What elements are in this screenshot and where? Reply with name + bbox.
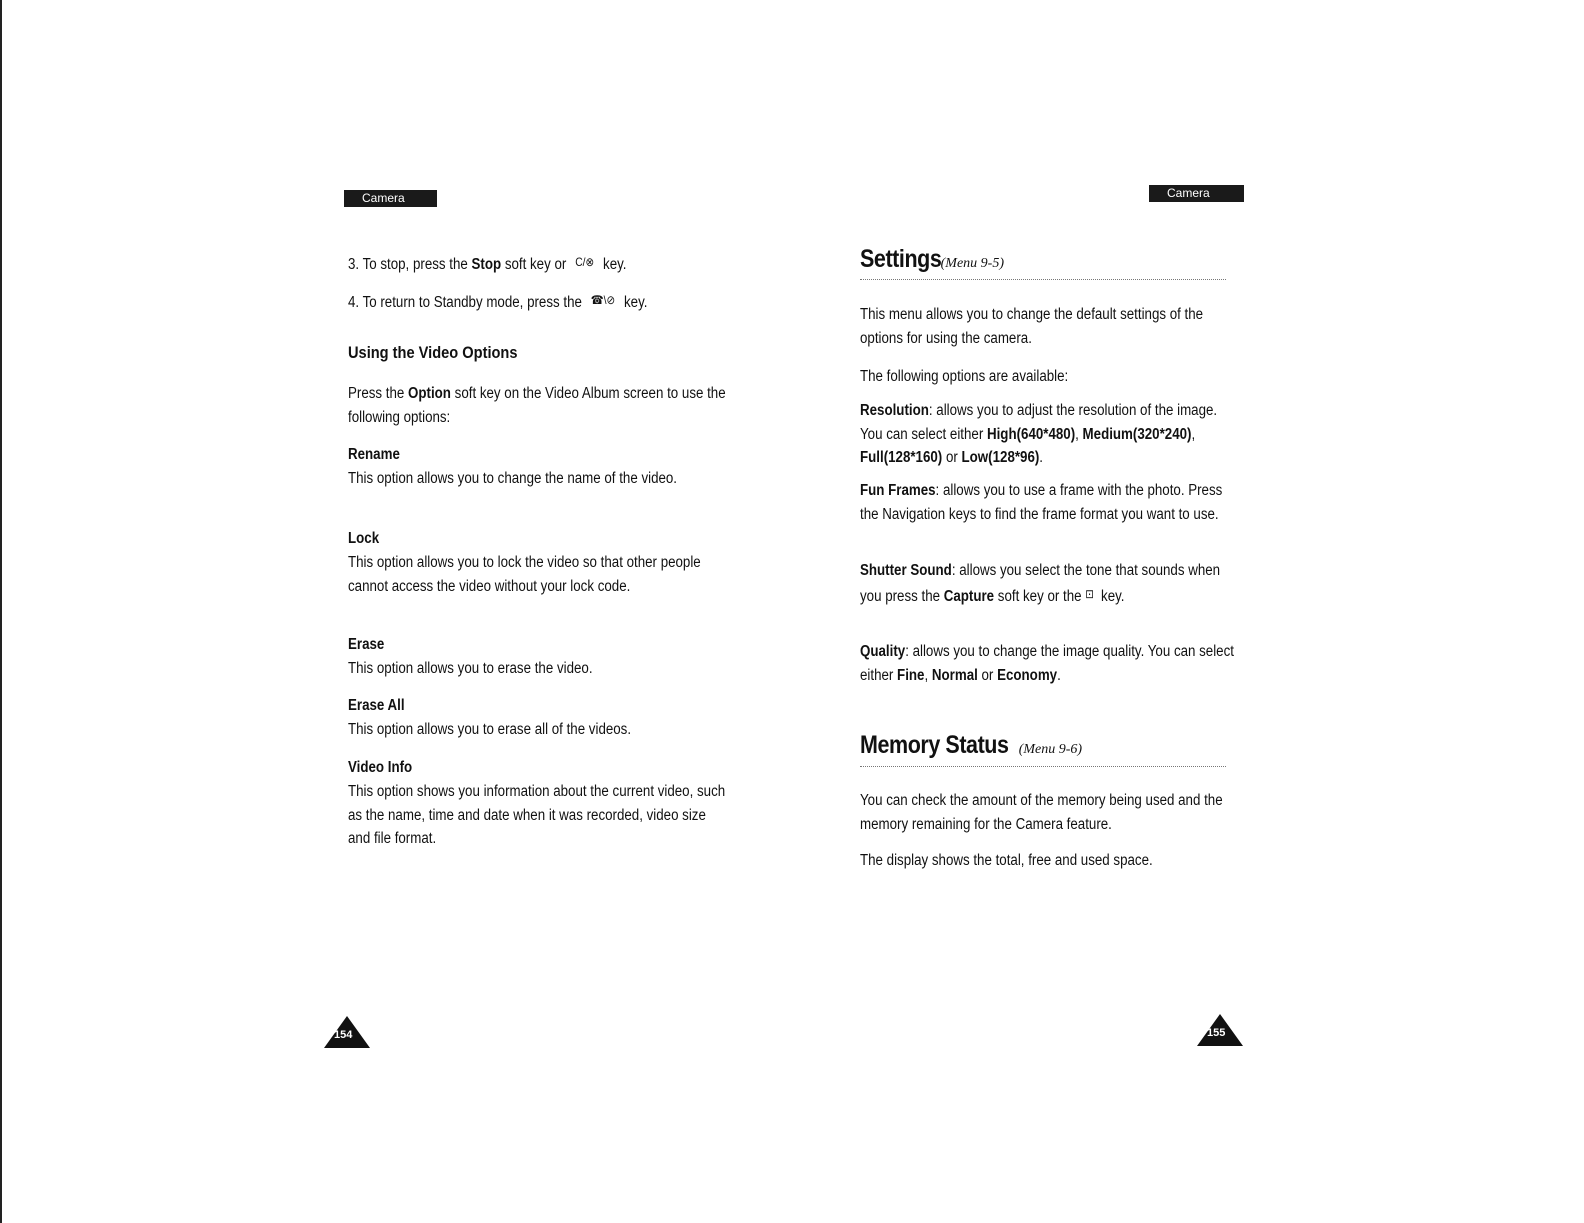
settings-menu-ref: (Menu 9-5) — [940, 256, 1004, 271]
setting-fun-frames: Fun Frames: allows you to use a frame with the photo. Press the Navigation keys to find the frame format you want to use. — [860, 482, 1223, 523]
option-desc-erase-all: This option allows you to erase all of the videos. — [348, 721, 632, 738]
end-key-icon: ☎\⊘ — [590, 293, 616, 307]
option-desc-lock: This option allows you to lock the video so that other people cannot access the video without your lock code. — [348, 554, 701, 595]
settings-heading — [860, 245, 1004, 274]
option-name-erase-all: Erase All — [348, 697, 405, 714]
memory-status-display: The display shows the total, free and used space. — [860, 852, 1153, 869]
option-desc-video-info: This option shows you information about the current video, such as the name, time and date when it was recorded, video size and file format. — [348, 783, 726, 847]
page-number: 154 — [334, 1029, 353, 1041]
left-page — [334, 0, 728, 1223]
option-desc-rename: This option allows you to change the name of the video. — [348, 470, 678, 487]
page-number-triangle-icon-right — [1197, 1014, 1243, 1046]
step-4: 4. To return to Standby mode, press the ☎\⊘ key. — [348, 289, 726, 315]
memory-status-title: Memory Status — [860, 731, 1009, 759]
option-name-lock: Lock — [348, 530, 380, 547]
right-page — [860, 0, 1240, 1223]
video-options-intro: Press the Option soft key on the Video Album screen to use the following options: — [348, 385, 726, 426]
section-tab-camera-right: Camera — [1149, 185, 1244, 202]
setting-shutter-sound: Shutter Sound: allows you select the tone that sounds when you press the Capture soft key or the ⊡ key. — [860, 562, 1221, 605]
settings-intro: This menu allows you to change the default settings of the options for using the camera. — [860, 306, 1204, 347]
memory-status-menu-ref: (Menu 9-6) — [1018, 742, 1083, 757]
option-name-rename: Rename — [348, 446, 400, 463]
page-number-right: 155 — [1207, 1027, 1226, 1039]
section-tab-camera: Camera — [344, 190, 437, 207]
step-3: 3. To stop, press the Stop soft key or C/⊗ key. — [348, 251, 726, 277]
subheading-video-options: Using the Video Options — [348, 343, 518, 362]
page-number-triangle-icon — [324, 1016, 370, 1048]
memory-status-intro: You can check the amount of the memory being used and the memory remaining for the Camera feature. — [860, 792, 1223, 833]
settings-title: Settings — [860, 245, 942, 273]
settings-divider — [860, 279, 1226, 280]
option-desc-erase: This option allows you to erase the video. — [348, 660, 593, 677]
option-name-video-info: Video Info — [348, 759, 413, 776]
settings-available: The following options are available: — [860, 368, 1069, 385]
memory-status-divider — [860, 766, 1226, 767]
setting-resolution: Resolution: allows you to adjust the resolution of the image. You can select either High(640*480), Medium(320*240), Full(128*160) or Low(128*96). — [860, 402, 1218, 466]
camera-key-icon: ⊡ — [1085, 586, 1094, 601]
memory-status-heading — [860, 731, 1082, 760]
page-edge-line — [0, 0, 2, 1223]
clear-key-icon: C/⊗ — [575, 255, 595, 269]
setting-quality: Quality: allows you to change the image quality. You can select either Fine, Normal or Economy. — [860, 643, 1234, 684]
option-name-erase: Erase — [348, 636, 385, 653]
